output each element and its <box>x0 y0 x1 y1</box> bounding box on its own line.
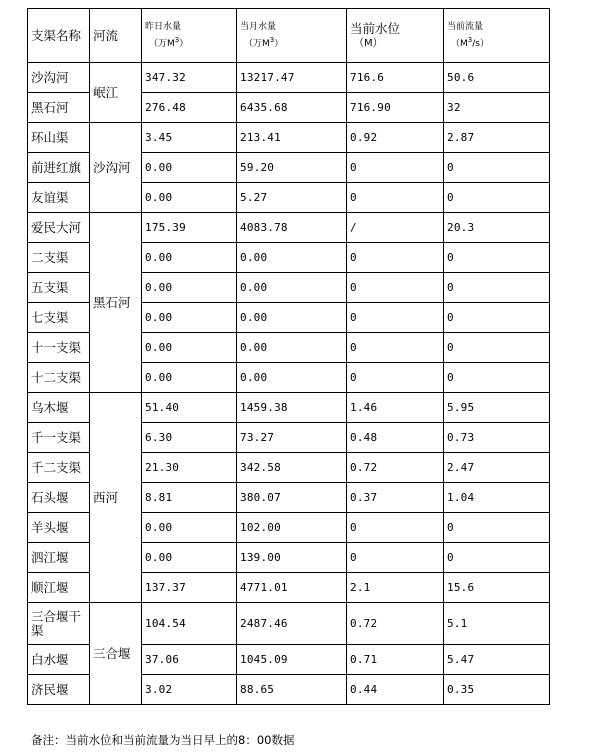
branch-name: 五支渠 <box>28 273 90 303</box>
river-name: 西河 <box>90 393 142 603</box>
branch-name: 石头堰 <box>28 483 90 513</box>
water-level: 0.48 <box>347 423 444 453</box>
river-name: 沙沟河 <box>90 123 142 213</box>
month-volume: 13217.47 <box>237 63 347 93</box>
flow-rate: 0 <box>444 333 550 363</box>
water-level: 0 <box>347 153 444 183</box>
branch-name: 千二支渠 <box>28 453 90 483</box>
yesterday-volume: 21.30 <box>142 453 237 483</box>
table-row <box>28 63 550 93</box>
month-volume: 1459.38 <box>237 393 347 423</box>
water-level: 0 <box>347 333 444 363</box>
branch-name: 白水堰 <box>28 645 90 675</box>
month-volume: 213.41 <box>237 123 347 153</box>
yesterday-volume: 175.39 <box>142 213 237 243</box>
yesterday-volume: 3.02 <box>142 675 237 705</box>
branch-name: 沙沟河 <box>28 63 90 93</box>
water-level: 0.92 <box>347 123 444 153</box>
water-level: 0 <box>347 513 444 543</box>
month-volume: 0.00 <box>237 273 347 303</box>
water-level: 0 <box>347 363 444 393</box>
flow-rate: 50.6 <box>444 63 550 93</box>
yesterday-volume: 6.30 <box>142 423 237 453</box>
header-level-label: 当前水位 <box>350 20 401 36</box>
yesterday-volume: 276.48 <box>142 93 237 123</box>
table-row <box>28 213 550 243</box>
table-row <box>28 123 550 153</box>
water-level: 0.71 <box>347 645 444 675</box>
yesterday-volume: 0.00 <box>142 303 237 333</box>
flow-rate: 20.3 <box>444 213 550 243</box>
month-volume: 380.07 <box>237 483 347 513</box>
yesterday-volume: 0.00 <box>142 363 237 393</box>
table-row <box>28 603 550 645</box>
yesterday-volume: 0.00 <box>142 243 237 273</box>
yesterday-volume: 137.37 <box>142 573 237 603</box>
header-yesterday <box>142 9 237 63</box>
month-volume: 5.27 <box>237 183 347 213</box>
branch-name: 前进红旗 <box>28 153 90 183</box>
flow-rate: 32 <box>444 93 550 123</box>
flow-rate: 0.35 <box>444 675 550 705</box>
water-level: 0.72 <box>347 603 444 645</box>
river-name: 黑石河 <box>90 213 142 393</box>
header-flow <box>444 9 550 63</box>
river-name: 三合堰 <box>90 603 142 705</box>
header-yesterday-label: 昨日水量 <box>145 21 182 32</box>
yesterday-volume: 347.32 <box>142 63 237 93</box>
header-river: 河流 <box>90 9 142 63</box>
water-level: 0 <box>347 273 444 303</box>
water-level: 0.37 <box>347 483 444 513</box>
header-branch: 支渠名称 <box>28 9 90 63</box>
water-level: 1.46 <box>347 393 444 423</box>
yesterday-volume: 0.00 <box>142 333 237 363</box>
header-month-label: 当月水量 <box>240 21 277 32</box>
yesterday-volume: 0.00 <box>142 543 237 573</box>
yesterday-volume: 104.54 <box>142 603 237 645</box>
yesterday-volume: 0.00 <box>142 513 237 543</box>
branch-name: 乌木堰 <box>28 393 90 423</box>
water-level: 716.90 <box>347 93 444 123</box>
branch-name: 羊头堰 <box>28 513 90 543</box>
footnote: 备注：当前水位和当前流量为当日早上的8：00数据 <box>31 733 295 747</box>
month-volume: 0.00 <box>237 333 347 363</box>
month-volume: 0.00 <box>237 363 347 393</box>
branch-name: 友谊渠 <box>28 183 90 213</box>
branch-name: 顺江堰 <box>28 573 90 603</box>
water-level: 0.72 <box>347 453 444 483</box>
flow-rate: 15.6 <box>444 573 550 603</box>
river-name: 岷江 <box>90 63 142 123</box>
flow-rate: 5.95 <box>444 393 550 423</box>
yesterday-volume: 0.00 <box>142 273 237 303</box>
month-volume: 88.65 <box>237 675 347 705</box>
month-volume: 59.20 <box>237 153 347 183</box>
water-level: 2.1 <box>347 573 444 603</box>
flow-rate: 2.87 <box>444 123 550 153</box>
flow-rate: 0 <box>444 363 550 393</box>
branch-name: 千一支渠 <box>28 423 90 453</box>
water-level: 0.44 <box>347 675 444 705</box>
yesterday-volume: 3.45 <box>142 123 237 153</box>
water-level: 0 <box>347 543 444 573</box>
month-volume: 4771.01 <box>237 573 347 603</box>
branch-name: 爱民大河 <box>28 213 90 243</box>
flow-rate: 0 <box>444 303 550 333</box>
month-volume: 2487.46 <box>237 603 347 645</box>
header-month <box>237 9 347 63</box>
month-volume: 4083.78 <box>237 213 347 243</box>
month-volume: 0.00 <box>237 303 347 333</box>
yesterday-volume: 0.00 <box>142 183 237 213</box>
month-volume: 6435.68 <box>237 93 347 123</box>
water-volume-table <box>27 8 550 705</box>
header-level-unit: （M） <box>354 37 383 49</box>
branch-name: 环山渠 <box>28 123 90 153</box>
header-flow-label: 当前流量 <box>447 21 484 32</box>
flow-rate: 0 <box>444 183 550 213</box>
branch-name: 黑石河 <box>28 93 90 123</box>
yesterday-volume: 0.00 <box>142 153 237 183</box>
branch-name: 泗江堰 <box>28 543 90 573</box>
header-yesterday-unit: （万$M^3$） <box>149 35 189 49</box>
yesterday-volume: 37.06 <box>142 645 237 675</box>
flow-rate: 0 <box>444 543 550 573</box>
header-month-unit: （万$M^3$） <box>244 35 284 49</box>
month-volume: 0.00 <box>237 243 347 273</box>
branch-name: 七支渠 <box>28 303 90 333</box>
month-volume: 342.58 <box>237 453 347 483</box>
month-volume: 1045.09 <box>237 645 347 675</box>
branch-name: 济民堰 <box>28 675 90 705</box>
month-volume: 139.00 <box>237 543 347 573</box>
flow-rate: 0 <box>444 243 550 273</box>
flow-rate: 5.1 <box>444 603 550 645</box>
branch-name: 二支渠 <box>28 243 90 273</box>
flow-rate: 1.04 <box>444 483 550 513</box>
header-row <box>28 9 550 63</box>
flow-rate: 0 <box>444 513 550 543</box>
table-row <box>28 393 550 423</box>
header-flow-unit: $(M^3/s)$ <box>451 35 489 49</box>
water-level: 0 <box>347 243 444 273</box>
branch-name: 三合堰干渠 <box>28 603 90 645</box>
flow-rate: 5.47 <box>444 645 550 675</box>
water-level: 0 <box>347 303 444 333</box>
flow-rate: 0 <box>444 273 550 303</box>
water-level: 716.6 <box>347 63 444 93</box>
yesterday-volume: 51.40 <box>142 393 237 423</box>
water-level: 0 <box>347 183 444 213</box>
yesterday-volume: 8.81 <box>142 483 237 513</box>
month-volume: 73.27 <box>237 423 347 453</box>
branch-name: 十二支渠 <box>28 363 90 393</box>
water-level: / <box>347 213 444 243</box>
branch-name: 十一支渠 <box>28 333 90 363</box>
header-level <box>347 9 444 63</box>
flow-rate: 2.47 <box>444 453 550 483</box>
flow-rate: 0 <box>444 153 550 183</box>
flow-rate: 0.73 <box>444 423 550 453</box>
month-volume: 102.00 <box>237 513 347 543</box>
